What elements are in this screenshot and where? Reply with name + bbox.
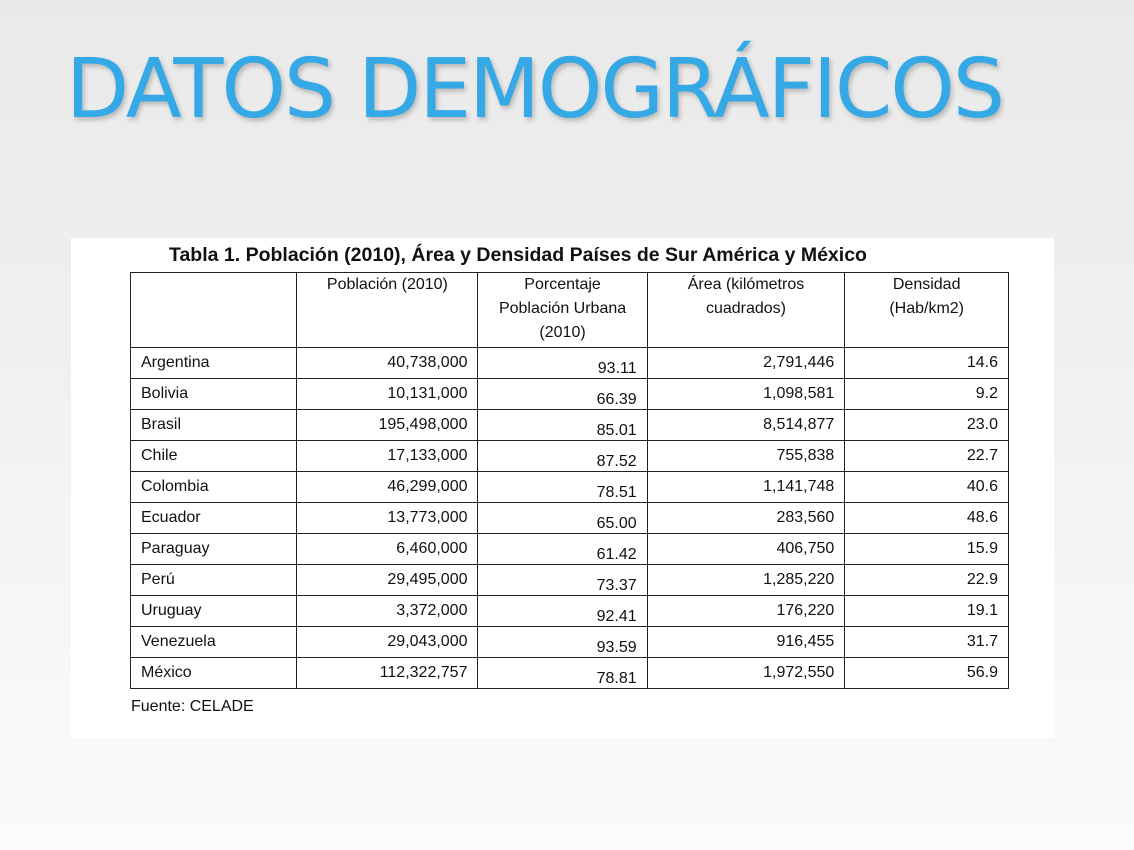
table-row [131,441,1009,472]
density-cell: 14.6 [845,348,1009,379]
area-cell: 2,791,446 [647,348,845,379]
table-row [131,658,1009,689]
area-cell: 176,220 [647,596,845,627]
density-cell: 23.0 [845,410,1009,441]
density-cell: 48.6 [845,503,1009,534]
country-cell: Ecuador [131,503,297,534]
country-cell: Argentina [131,348,297,379]
table-row [131,410,1009,441]
country-cell: Uruguay [131,596,297,627]
table-row [131,534,1009,565]
column-header-country [131,273,297,348]
column-header-density: Densidad (Hab/km2) [845,273,1009,348]
density-cell: 31.7 [845,627,1009,658]
density-cell: 22.7 [845,441,1009,472]
country-cell: Colombia [131,472,297,503]
column-header-population: Población (2010) [297,273,478,348]
area-cell: 755,838 [647,441,845,472]
table-row [131,627,1009,658]
area-cell: 1,141,748 [647,472,845,503]
area-cell: 1,972,550 [647,658,845,689]
data-table [130,272,1009,689]
population-cell: 10,131,000 [297,379,478,410]
table-row [131,472,1009,503]
table-row [131,348,1009,379]
table-row [131,596,1009,627]
population-cell: 3,372,000 [297,596,478,627]
area-cell: 1,098,581 [647,379,845,410]
density-cell: 40.6 [845,472,1009,503]
area-cell: 1,285,220 [647,565,845,596]
urban-percentage-cell: 66.39 [478,379,647,410]
country-cell: Venezuela [131,627,297,658]
table-header-row [131,273,1009,348]
density-cell: 15.9 [845,534,1009,565]
table-caption: Tabla 1. Población (2010), Área y Densidad Países de Sur América y México [169,244,867,266]
urban-percentage-cell: 61.42 [478,534,647,565]
table-row [131,565,1009,596]
urban-percentage-cell: 78.51 [478,472,647,503]
column-header-urban-percentage: Porcentaje Población Urbana (2010) [478,273,647,348]
population-cell: 29,043,000 [297,627,478,658]
population-cell: 17,133,000 [297,441,478,472]
column-header-area: Área (kilómetros cuadrados) [647,273,845,348]
urban-percentage-cell: 92.41 [478,596,647,627]
area-cell: 916,455 [647,627,845,658]
country-cell: Brasil [131,410,297,441]
area-cell: 8,514,877 [647,410,845,441]
population-cell: 29,495,000 [297,565,478,596]
area-cell: 283,560 [647,503,845,534]
density-cell: 22.9 [845,565,1009,596]
table-row [131,379,1009,410]
table-source-note: Fuente: CELADE [131,698,254,715]
country-cell: Perú [131,565,297,596]
population-cell: 40,738,000 [297,348,478,379]
table-panel [71,238,1054,738]
population-cell: 112,322,757 [297,658,478,689]
urban-percentage-cell: 93.11 [478,348,647,379]
population-cell: 46,299,000 [297,472,478,503]
urban-percentage-cell: 85.01 [478,410,647,441]
country-cell: México [131,658,297,689]
country-cell: Chile [131,441,297,472]
area-cell: 406,750 [647,534,845,565]
urban-percentage-cell: 78.81 [478,658,647,689]
population-cell: 195,498,000 [297,410,478,441]
density-cell: 9.2 [845,379,1009,410]
urban-percentage-cell: 87.52 [478,441,647,472]
population-cell: 6,460,000 [297,534,478,565]
slide-title: DATOS DEMOGRÁFICOS [66,42,1003,137]
country-cell: Bolivia [131,379,297,410]
population-cell: 13,773,000 [297,503,478,534]
urban-percentage-cell: 65.00 [478,503,647,534]
density-cell: 19.1 [845,596,1009,627]
table-row [131,503,1009,534]
density-cell: 56.9 [845,658,1009,689]
urban-percentage-cell: 93.59 [478,627,647,658]
urban-percentage-cell: 73.37 [478,565,647,596]
country-cell: Paraguay [131,534,297,565]
